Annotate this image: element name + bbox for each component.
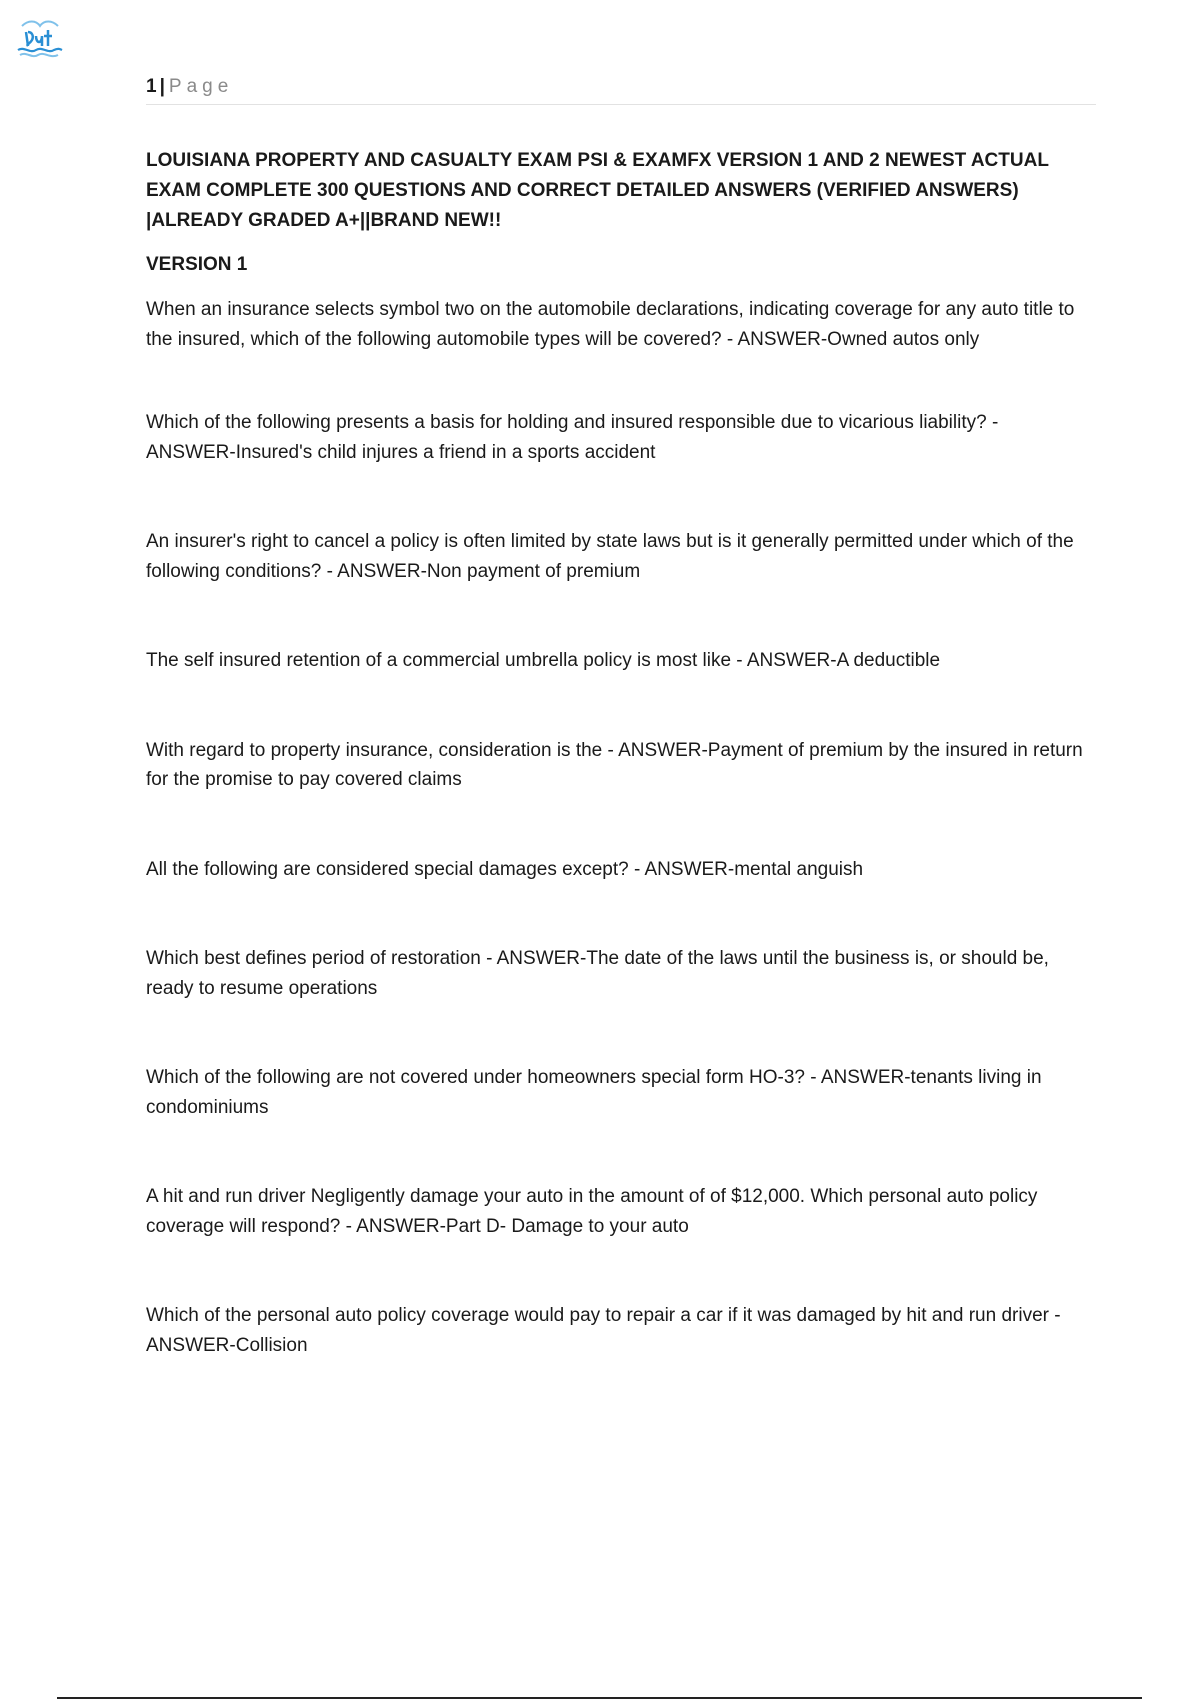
document-title: LOUISIANA PROPERTY AND CASUALTY EXAM PSI & EXAMFX VERSION 1 AND 2 NEWEST ACTUAL EXAM COMPLETE 300 QUESTIONS AND CORRECT DETAILED ANSWERS (VERIFIED ANSWERS) |ALREADY GRADED A+||BRAND NEW!!: [146, 150, 1049, 231]
qa-item: With regard to property insurance, consideration is the - ANSWER-Payment of premium by the insured in return for the promise to pay covered claims: [146, 739, 1083, 790]
footer-divider: [57, 1697, 1142, 1699]
qa-item: Which of the personal auto policy coverage would pay to repair a car if it was damaged by hit and run driver - ANSWER-Collision: [146, 1305, 1061, 1356]
qa-item: When an insurance selects symbol two on the automobile declarations, indicating coverage for any auto title to the insured, which of the following automobile types will be covered? - ANSWER-Owned autos only: [146, 299, 1075, 350]
page-number: 1: [146, 76, 157, 97]
qa-item: Which of the following are not covered under homeowners special form HO-3? - ANSWER-tenants living in condominiums: [146, 1067, 1042, 1118]
page-separator: |: [159, 76, 165, 97]
qa-list: [146, 295, 1091, 1360]
page-header: [146, 76, 1096, 105]
qa-item: The self insured retention of a commercial umbrella policy is most like - ANSWER-A deductible: [146, 650, 941, 671]
section-heading: VERSION 1: [146, 254, 248, 275]
qa-item: Which best defines period of restoration - ANSWER-The date of the laws until the business is, or should be, ready to resume operations: [146, 948, 1049, 999]
qa-item: A hit and run driver Negligently damage your auto in the amount of of $12,000. Which personal auto policy coverage will respond? - ANSWER-Part D- Damage to your auto: [146, 1186, 1038, 1237]
wave-logo-icon: [14, 18, 64, 60]
document-body: [146, 146, 1091, 1420]
qa-item: All the following are considered special damages except? - ANSWER-mental anguish: [146, 858, 864, 880]
qa-item: An insurer's right to cancel a policy is often limited by state laws but is it generally permitted under which of the following conditions? - ANSWER-Non payment of premium: [146, 531, 1074, 582]
page-label: Page: [168, 76, 234, 97]
qa-item: Which of the following presents a basis for holding and insured responsible due to vicarious liability? - ANSWER-Insured's child injures a friend in a sports accident: [146, 412, 999, 463]
